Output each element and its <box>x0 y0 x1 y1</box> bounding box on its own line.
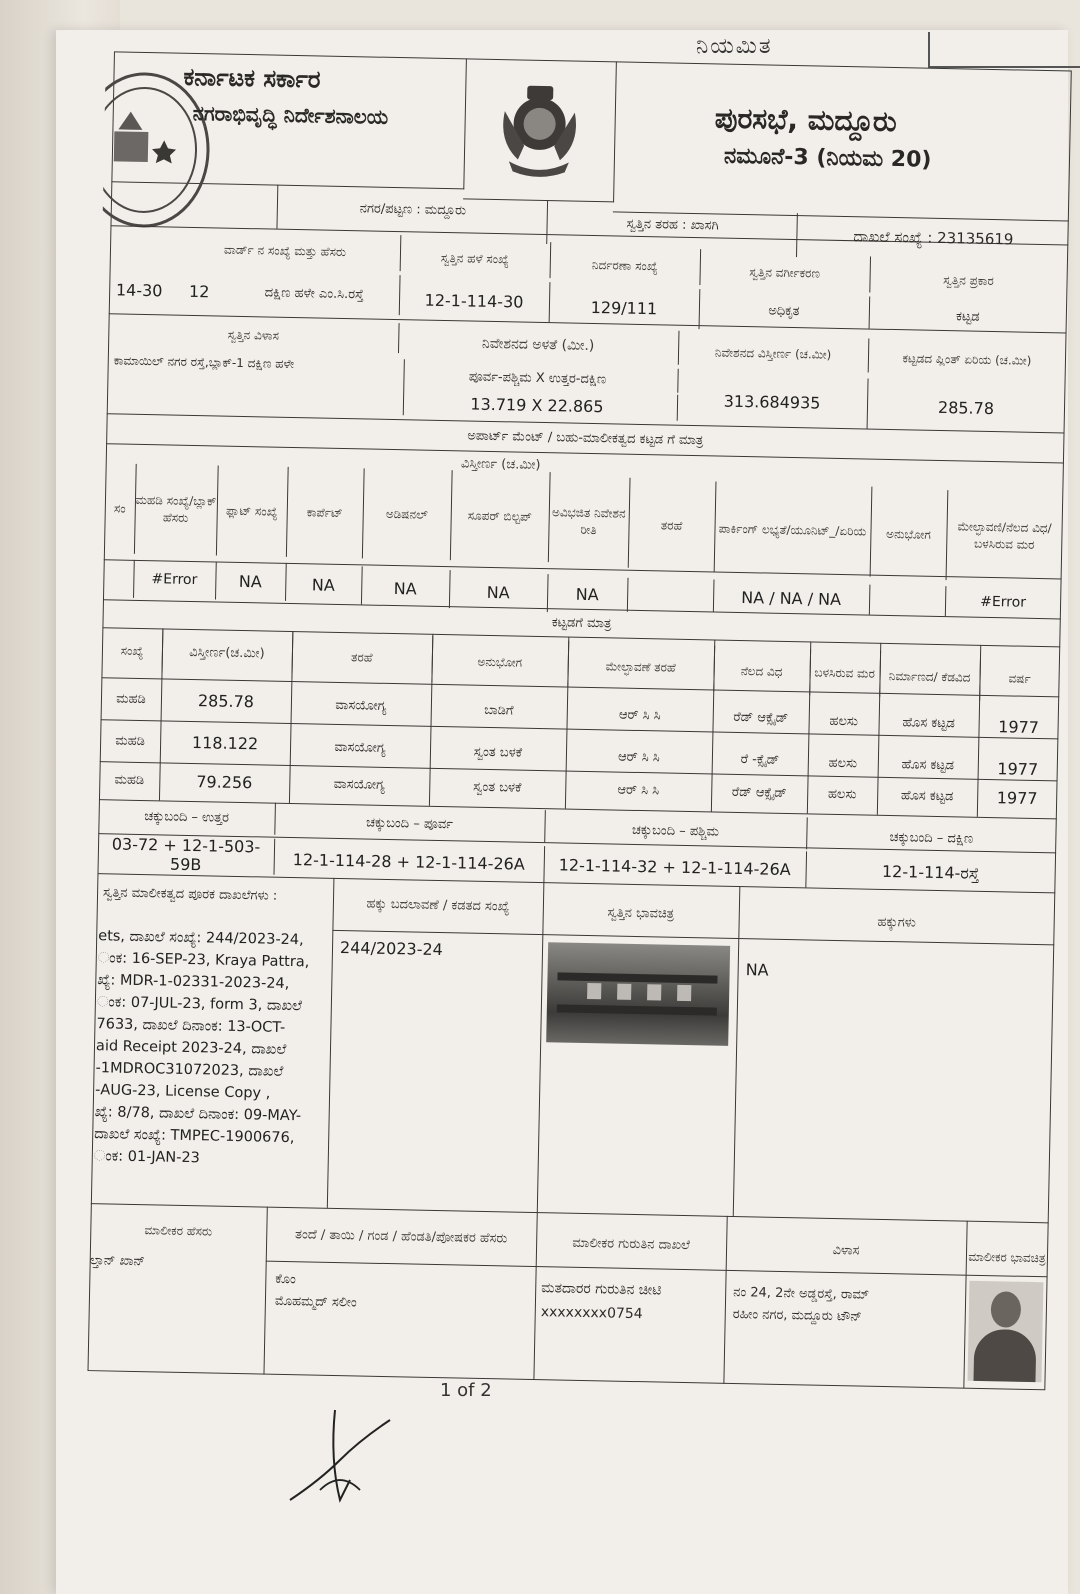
owner-name: ಲ್ತಾನ್ ಖಾನ್ <box>89 1253 146 1270</box>
bld-h-year: ವರ್ಷ <box>1008 670 1031 686</box>
bld-r1-c5: ಆರ್ ಸಿ ಸಿ <box>618 707 661 723</box>
apt-v-superbuilt: NA <box>449 572 549 612</box>
bld-r3-c2: 79.256 <box>196 771 253 792</box>
bnd-west: 12-1-114-32 + 12-1-114-26A <box>543 846 807 887</box>
top-box <box>928 32 1080 68</box>
emblem-block <box>463 58 617 202</box>
address-header: ಸ್ವತ್ತಿನ ವಿಳಾಸ <box>108 317 400 353</box>
owner-h-relation: ತಂದೆ / ತಾಯಿ / ಗಂಡ / ಹೆಂಡತಿ/ಪೋಷಕರ ಹೆಸರು <box>294 1226 508 1246</box>
bld-r2-c6: ರೆ -ಕ್ಸೈಡ್ <box>740 751 780 768</box>
bnd-h-west: ಚಕ್ಕುಬಂದಿ – ಪಶ್ಚಿಮ <box>544 812 808 849</box>
apt-v-sno <box>103 559 135 598</box>
form-name: ನಮೂನೆ-3 (ನಿಯಮ 20) <box>723 143 932 173</box>
photo-head <box>991 1291 1022 1328</box>
docs-h-mutation: ಹಕ್ಕು ಬದಲಾವಣೆ / ಕಡತದ ಸಂಖ್ಯೆ <box>366 896 510 914</box>
owner-photo <box>967 1281 1043 1382</box>
docs-h-rights: ಹಕ್ಕುಗಳು <box>877 914 917 931</box>
apt-v-floor: #Error <box>133 560 217 600</box>
rights-value: NA <box>745 960 769 980</box>
photo-body <box>973 1329 1036 1382</box>
bld-r3-c8: ಹೊಸ ಕಟ್ಟಡ <box>900 787 954 804</box>
bld-r3-c5: ಆರ್ ಸಿ ಸಿ <box>617 782 660 798</box>
owner-h-id: ಮಾಲೀಕರ ಗುರುತಿನ ದಾಖಲೆ <box>572 1235 691 1253</box>
bld-r1-c6: ರೆಡ್ ಆಕ್ಸೈಡ್ <box>733 709 789 726</box>
building-table <box>99 627 1060 819</box>
top-note: ನಿಯಮಿತ <box>696 34 773 59</box>
kind-header: ಸ್ವತ್ತಿನ ಪ್ರಕಾರ <box>943 272 995 288</box>
apt-v-parking: NA / NA / NA <box>713 581 871 614</box>
ward-number: 12 <box>188 281 210 301</box>
dept-name: ನಗರಾಭಿವೃದ್ಧಿ ನಿರ್ದೇಶನಾಲಯ <box>192 100 389 129</box>
supporting-docs: ets, ದಾಖಲೆ ಸಂಖ್ಯೆ: 244/2023-24, ಂಕ: 16-SEP-23, Kraya Pattra, ಖ್ಯೆ: MDR-1-02331-2023-24, ಂಕ: 07-JUL-23, form 3, ದಾಖಲೆ 7633, ದಾಖಲೆ ದಿನಾಂಕ: 13-OCT- aid Receipt 2023-24, ದಾಖಲೆ -1MDROC31072023, ದಾಖಲೆ -AUG-23, License Copy , ಖ್ಯೆ: 8/78, ದಾಖಲೆ ದಿನಾಂಕ: 09-MAY- ದಾಖಲೆ ಸಂಖ್ಯೆ: TMPEC-1900676, ಂಕ: 01-JAN-23 <box>93 928 310 1167</box>
apt-h-carpet: ಕಾರ್ಪೆಟ್ <box>286 467 365 559</box>
bld-r1-c7: ಹಲಸು <box>829 713 859 729</box>
bld-h-floor: ನೆಲದ ವಿಧ <box>713 647 811 695</box>
page-number: 1 of 2 <box>440 1380 492 1401</box>
property-address: ಕಾಮಾಯಿಲ್ ನಗರ ರಸ್ತೆ,ಬ್ಲಾಕ್-1 ದಕ್ಷಿಣ ಹಳೇ <box>107 353 405 415</box>
bld-r1-c9: 1977 <box>998 716 1040 737</box>
ward-header: ವಾರ್ಡ್ ನ ಸಂಖ್ಯೆ ಮತ್ತು ಹೆಸರು <box>170 230 402 271</box>
bld-r2-c9: 1977 <box>997 758 1039 779</box>
bld-r3-c1: ಮಹಡಿ <box>114 771 145 788</box>
property-photo <box>546 942 730 1046</box>
bld-h-wood: ಬಳಸಿರುವ ಮರ <box>809 649 881 696</box>
bld-h-no: ಸಂಖ್ಯೆ <box>102 627 164 674</box>
bld-h-area: ವಿಸ್ತೀರ್ಣ(ಚ.ಮೀ) <box>161 628 293 677</box>
dims-label: ಪೂರ್ವ-ಪಶ್ಚಿಮ X ಉತ್ತರ-ದಕ್ಷಿಣ <box>397 363 678 393</box>
bld-r1-c2: 285.78 <box>197 690 255 711</box>
bld-h-roof: ಮೇಲ್ಛಾವಣೆ ತರಹೆ <box>567 643 715 692</box>
site-dims: 13.719 X 22.865 <box>397 389 678 421</box>
bld-r3-c4: ಸ್ವಂತ ಬಳಕೆ <box>473 779 522 796</box>
city-cell: ನಗರ/ಪಟ್ಟಣ : ಮದ್ದೂರು <box>276 185 548 234</box>
apt-h-additional: ಅಡಿಷನಲ್ <box>362 468 453 560</box>
owner-relation: ಕೊಂ ಮೊಹಮ್ಮದ್ ಸಲೀಂ <box>274 1271 357 1311</box>
apt-v-flat: NA <box>215 561 287 600</box>
owner-id: ಮತದಾರರ ಗುರುತಿನ ಚೀಟಿ xxxxxxxx0754 <box>540 1280 662 1323</box>
assess-header: ನಿರ್ದರಣಾ ಸಂಖ್ಯೆ <box>549 246 701 285</box>
bnd-h-east: ಚಕ್ಕುಬಂದಿ – ಪೂರ್ವ <box>274 805 546 842</box>
bld-r3-c3: ವಾಸಯೋಗ್ಯ <box>333 776 386 793</box>
apt-h-usage: ಅನುಭೋಗ <box>870 489 949 581</box>
bld-r3-c9: 1977 <box>996 787 1038 808</box>
govt-name: ಕರ್ನಾಟಕ ಸರ್ಕಾರ <box>183 62 321 94</box>
photo-window <box>617 984 631 1000</box>
docs-col-2 <box>537 882 545 1212</box>
bld-r3-c7: ಹಲಸು <box>827 786 857 802</box>
docs-table <box>91 873 1055 1223</box>
photo-window <box>587 983 601 999</box>
owner-h-photo: ಮಾಲೀಕರ ಭಾವಚಿತ್ರ <box>968 1249 1046 1265</box>
apt-h-type: ತರಹೆ <box>628 480 717 572</box>
building-title: ಕಟ್ಟಡಗೆ ಮಾತ್ರ <box>551 614 612 631</box>
property-type-cell: ಸ್ವತ್ತಿನ ತರಹ : ಖಾಸಗಿ <box>546 200 798 249</box>
apt-h-superbuilt: ಸೂಪರ್ ಬಿಲ್ಟಪ್ <box>450 470 551 562</box>
bnd-h-north: ಚಕ್ಕುಬಂದಿ – ಉತ್ತರ <box>98 799 276 835</box>
apt-h-parking: ಪಾರ್ಕಿಂಗ್ ಲಭ್ಯತೆ/ಯೂನಿಟ್_/ಏರಿಯ <box>714 483 873 576</box>
bnd-h-south: ಚಕ್ಕುಬಂದಿ – ದಕ್ಷಿಣ <box>889 829 974 847</box>
bld-r2-c1: ಮಹಡಿ <box>115 732 146 749</box>
class-header: ಸ್ವತ್ತಿನ ವರ್ಗೀಕರಣ <box>699 253 871 292</box>
owner-table <box>87 1203 1048 1390</box>
site-area: 313.684935 <box>677 375 869 429</box>
photo-window <box>677 985 691 1001</box>
bnd-east: 12-1-114-28 + 12-1-114-26A <box>273 841 545 882</box>
owner-address: ನಂ 24, 2ನೇ ಅಡ್ಡರಸ್ತೆ, ರಾಮ್ ರಹೀಂ ನಗರ, ಮದ್ದೂರು ಟೌನ್ <box>732 1285 870 1325</box>
municipality-name: ಪುರಸಭೆ, ಮದ್ದೂರು <box>714 101 898 139</box>
bld-r2-c2: 118.122 <box>191 732 259 753</box>
bld-h-construct: ನಿರ್ಮಾಣದ/ ಕೆಡವಿದ <box>879 653 981 701</box>
apt-h-sno: ಸಂ <box>104 463 137 554</box>
site-area-header: ನಿವೇಶನದ ವಿಸ್ತೀರ್ಣ (ಚ.ಮೀ) <box>678 335 870 373</box>
bld-r2-c3: ವಾಸಯೋಗ್ಯ <box>334 739 386 756</box>
docs-h-supporting: ಸ್ವತ್ತಿನ ಮಾಲೀಕತ್ವದ ಪೂರಕ ದಾಖಲೆಗಳು : <box>102 885 278 904</box>
owner-h-address: ವಿಳಾಸ <box>832 1242 860 1259</box>
property-kind: ಕಟ್ಟಡ <box>955 308 980 325</box>
apt-h-flat: ಫ್ಲಾಟ್ ಸಂಖ್ಯೆ <box>216 465 289 556</box>
apt-v-undivided: NA <box>547 576 629 612</box>
assessment-no: 129/111 <box>549 286 701 329</box>
plinth-header: ಕಟ್ಟಡದ ಪ್ಲಿಂತ್ ಏರಿಯ (ಚ.ಮೀ) <box>902 350 1032 368</box>
apartment-title: ಅಪಾರ್ಟ್ ಮೆಂಟ್ / ಬಹು-ಮಾಲೀಕತ್ವದ ಕಟ್ಟಡ ಗೆ ಮಾತ್ರ <box>467 427 704 448</box>
apt-h-undivided: ಅವಿಭಜಿತ ನಿವೇಶನ ರೀತಿ <box>548 476 631 568</box>
apt-v-additional: NA <box>361 568 451 608</box>
apt-v-carpet: NA <box>285 565 363 605</box>
ward-name: ದಕ್ಷಿಣ ಹಳೇ ಎಂ.ಸಿ.ರಸ್ತೆ <box>229 272 401 315</box>
signature-mark <box>280 1400 410 1520</box>
apt-h-roof: ಮೇಲ್ಛಾವಣಿ/ನೆಲದ ವಿಧ/ಬಳಸಿರುವ ಮರ <box>957 519 1052 552</box>
docs-col-1 <box>327 878 335 1208</box>
photo-floor-line <box>557 972 717 983</box>
state-emblem-icon <box>483 71 595 183</box>
apt-h-floor: ಮಹಡಿ ಸಂಖ್ಯೆ/ಬ್ಲಾಕ್ ಹೆಸರು <box>134 464 219 556</box>
dims-header: ನಿವೇಶನದ ಅಳತೆ (ಮೀ.) <box>398 325 680 365</box>
bld-r2-c4: ಸ್ವಂತ ಬಳಕೆ <box>473 744 523 761</box>
bld-r1-c3: ವಾಸಯೋಗ್ಯ <box>335 697 387 714</box>
bld-r2-c5: ಆರ್ ಸಿ ಸಿ <box>617 749 660 765</box>
bld-r1-c1: ಮಹಡಿ <box>116 691 146 707</box>
bld-r1-c8: ಹೊಸ ಕಟ್ಟಡ <box>902 714 956 731</box>
photo-floor-line <box>557 1004 717 1015</box>
bld-r2-c7: ಹಲಸು <box>828 755 858 771</box>
old-no-header: ಸ್ವತ್ತಿನ ಹಳೆ ಸಂಖ್ಯೆ <box>400 239 552 278</box>
docs-h-photo: ಸ್ವತ್ತಿನ ಭಾವಚಿತ್ರ <box>607 904 675 922</box>
entry-no-cell: ದಾಖಲೆ ಸಂಖ್ಯೆ : 23135619 <box>796 213 1070 262</box>
bld-h-usage: ಅನುಭೋಗ <box>431 638 569 687</box>
bld-r1-c4: ಬಾಡಿಗೆ <box>484 702 514 718</box>
apt-v-roof: #Error <box>980 593 1027 611</box>
form-sheet <box>21 50 1071 1400</box>
photo-window <box>647 984 661 1000</box>
bld-r3-c6: ರೆಡ್ ಆಕ್ಸೈಡ್ <box>731 784 787 801</box>
govt-block <box>111 51 467 189</box>
bld-h-type: ತರಹೆ <box>291 633 433 682</box>
apt-v-usage <box>869 585 947 617</box>
ward-code: 14-30 <box>115 279 163 300</box>
owner-h-name: ಮಾಲೀಕರ ಹೆಸರು <box>144 1222 213 1239</box>
area-group-header: ವಿಸ್ತೀರ್ಣ (ಚ.ಮೀ) <box>460 455 541 473</box>
classification: ಅಧಿಕೃತ <box>699 293 871 328</box>
bnd-north: 03-72 + 12-1-503-59B <box>98 835 276 875</box>
apt-v-type <box>627 578 715 612</box>
mutation-no: 244/2023-24 <box>339 938 443 960</box>
old-property-no: 12-1-114-30 <box>399 279 551 322</box>
bld-r2-c8: ಹೊಸ ಕಟ್ಟಡ <box>901 756 955 773</box>
bnd-south: 12-1-114-ರಸ್ತೆ <box>881 861 980 883</box>
plinth-area: 285.78 <box>937 397 995 418</box>
apartment-table <box>103 443 1064 619</box>
